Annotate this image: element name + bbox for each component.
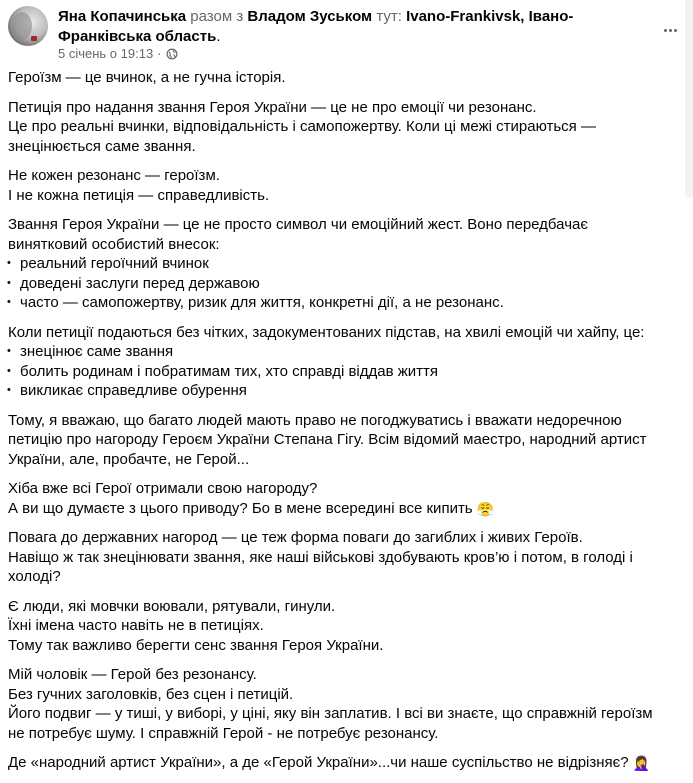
post-line: Є люди, які мовчки воювали, рятували, гинули. xyxy=(8,597,336,615)
post-body xyxy=(8,68,668,783)
post-paragraph xyxy=(8,98,668,157)
avatar-badge xyxy=(31,36,37,41)
post-line: Коли петиції подаються без чітких, задокументованих підстав, на хвилі емоцій чи хайпу, це: xyxy=(8,323,645,341)
with-label: разом з xyxy=(190,8,244,25)
post-line: Не кожен резонанс — героїзм. xyxy=(8,167,220,184)
bullet-item xyxy=(8,381,668,401)
bullet-text: викликає справедливе обурення xyxy=(20,382,247,399)
tagged-person-link[interactable]: Владом Зуськом xyxy=(247,8,373,25)
bullet-text: доведені заслуги перед державою xyxy=(20,274,260,292)
location-end: . xyxy=(216,28,221,45)
post-line: Тому так важливо берегти сенс звання Героя України. xyxy=(8,636,384,654)
post-line: І не кожна петиція — справедливість. xyxy=(8,186,270,204)
post-line: Петиція про надання звання Героя України — це не про емоції чи резонанс. xyxy=(8,98,537,116)
bullet-item xyxy=(8,362,668,382)
post-line: А ви що думаєте з цього приводу? Бо в мене всередині все кипить xyxy=(8,499,473,517)
post-line: Без гучних заголовків, без сцен і петицій. xyxy=(8,685,294,703)
more-dot xyxy=(669,29,672,32)
post-line: Його подвиг — у тиші, у виборі, у ціні, яку він заплатив. І всі ви знаєте, що справжній героїзм не потребує шуму. І справжній Герой - не потребує резонансу. xyxy=(8,705,653,742)
globe-icon[interactable] xyxy=(166,48,178,60)
avatar-shade xyxy=(12,12,32,40)
post-author-line xyxy=(58,7,638,47)
author-name-link[interactable]: Яна Копачинська xyxy=(58,8,187,25)
bullet-item xyxy=(8,274,668,294)
post-line: Їхні імена часто навіть не в петиціях. xyxy=(8,617,264,634)
bullet-text: часто — самопожертву, ризик для життя, конкретні дії, а не резонанс. xyxy=(20,294,504,311)
meta-separator: · xyxy=(157,46,162,61)
post-line: Де «народний артист України», а де «Герой України»...чи наше суспільство не відрізняє? xyxy=(8,754,629,771)
author-avatar[interactable] xyxy=(8,6,48,46)
bullet-item xyxy=(8,293,668,313)
bullet-list xyxy=(8,342,668,401)
post-line: Навіщо ж так знецінювати звання, яке наші військові здобувають кров’ю і потом, в голоді і холоді? xyxy=(8,548,633,585)
bullet-list xyxy=(8,254,668,313)
post-paragraph xyxy=(8,68,668,88)
post-paragraph xyxy=(8,597,668,656)
post-paragraph xyxy=(8,215,668,254)
post-paragraph xyxy=(8,166,668,205)
post-line: Тому, я вважаю, що багато людей мають право не погоджуватись і вважати недоречною петицію про нагороду Героєм України Степана Гігу. Всім відомий маестро, народний артист України, але, пробачте, не Герой... xyxy=(8,411,647,468)
at-label: тут: xyxy=(376,8,402,25)
bullet-text: реальний героїчний вчинок xyxy=(20,255,209,272)
post-paragraph xyxy=(8,411,668,470)
scrollbar-thumb[interactable] xyxy=(685,0,693,198)
post-line: Звання Героя України — це не просто символ чи емоційний жест. Воно передбачає винятковий особистий внесок: xyxy=(8,216,589,253)
face-with-steam-icon: 😤 xyxy=(476,500,495,517)
more-dot xyxy=(664,29,667,32)
post-paragraph xyxy=(8,665,668,743)
post-paragraph xyxy=(8,323,668,343)
post-meta xyxy=(58,46,178,62)
post-line: Мій чоловік — Герой без резонансу. xyxy=(8,666,257,683)
bullet-item xyxy=(8,254,668,274)
post-paragraph xyxy=(8,528,668,587)
scrollbar[interactable] xyxy=(684,0,693,706)
more-dot xyxy=(674,29,677,32)
bullet-text: болить родинам і побратимам тих, хто справді віддав життя xyxy=(20,362,439,380)
post-paragraph xyxy=(8,479,668,518)
bullet-item xyxy=(8,342,668,362)
post-line: Повага до державних нагород — це теж форма поваги до загиблих і живих Героїв. xyxy=(8,529,583,546)
post-header xyxy=(8,6,668,62)
location-link[interactable]: Ivano-Frankivsk, Івано-Франківська область xyxy=(58,8,574,45)
post-timestamp-link[interactable]: 5 січень о 19:13 xyxy=(58,46,154,61)
post-line: Хіба вже всі Герої отримали свою нагороду? xyxy=(8,480,318,497)
post-paragraph xyxy=(8,753,668,773)
post-line: Це про реальні вчинки, відповідальність і самопожертву. Коли ці межі стираються — знецінюється саме звання. xyxy=(8,118,596,155)
more-options-button[interactable] xyxy=(658,24,682,36)
post-line: Героїзм — це вчинок, а не гучна історія. xyxy=(8,69,286,86)
bullet-text: знецінює саме звання xyxy=(20,343,174,360)
woman-facepalming-icon: 🤦‍♀️ xyxy=(632,755,651,771)
